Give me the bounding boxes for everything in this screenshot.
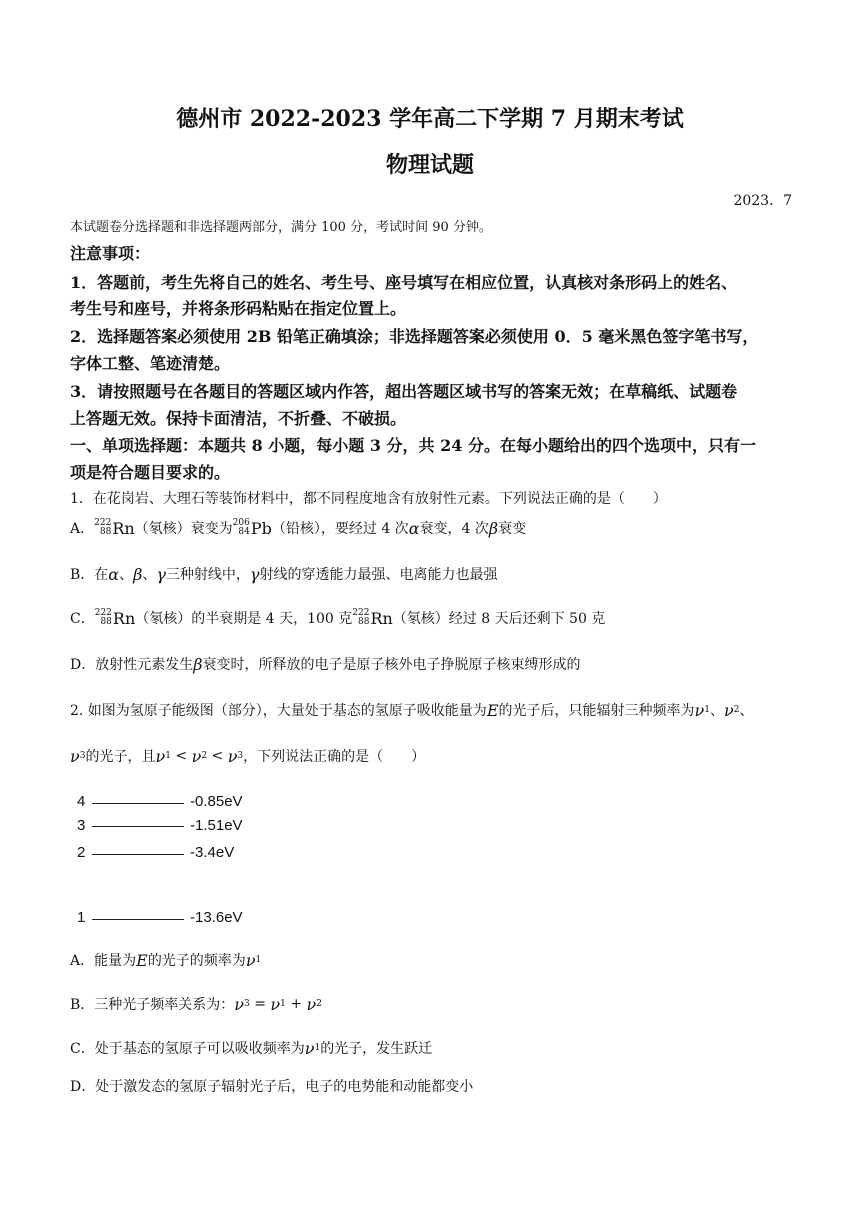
question-1-stem: 1．在花岗岩、大理石等装饰材料中，都不同程度地含有放射性元素。下列说法正确的是（ ） (70, 491, 667, 507)
notes-heading: 注意事项： (70, 244, 151, 263)
option-a-label: A． (70, 521, 95, 537)
nu-symbol: ν (306, 994, 317, 1014)
nu-symbol: ν (227, 746, 238, 766)
level-3-number: 3 (77, 817, 86, 834)
question-1-option-b: B．在 α 、 β 、 γ 三种射线中， γ 射线的穿透能力最强、电离能力也最强 (70, 564, 498, 584)
q2-stem-text-2: 的光子后，只能辐射三种频率为 (498, 703, 695, 719)
energy-symbol: E (486, 700, 499, 720)
note-3-line-2: 上答题无效。保持卡面清洁，不折叠、不破损。 (70, 409, 407, 428)
nu-symbol: ν (245, 950, 256, 970)
question-1-option-c (70, 608, 605, 628)
alpha-symbol: α (108, 564, 120, 584)
q2-option-c-text-2: 的光子，发生跃迁 (320, 1041, 433, 1057)
exam-date: 2023．7 (733, 193, 792, 209)
note-1-line-2: 考生号和座号，并将条形码粘贴在指定位置上。 (70, 299, 407, 318)
q2-stem-text-4: ，下列说法正确的是（ ） (243, 749, 426, 765)
option-b-text-1: 三种射线中， (165, 567, 250, 583)
nu-symbol: ν (155, 746, 166, 766)
nu-symbol: ν (234, 994, 245, 1014)
nu-symbol: ν (191, 746, 202, 766)
rn-symbol: Rn (112, 518, 135, 538)
radon-nuclide (95, 609, 136, 628)
rn-mass-number: 222 (94, 518, 112, 528)
level-1-line (92, 919, 184, 920)
option-c-label: C． (70, 611, 95, 627)
option-b-text-2: 射线的穿透能力最强、电离能力也最强 (259, 567, 498, 583)
gamma-symbol: γ (249, 564, 260, 584)
level-1-energy: -13.6eV (190, 909, 243, 926)
rn-atomic-number: 88 (100, 617, 112, 627)
note-1-line-1: 1．答题前，考生先将自己的姓名、考生号、座号填写在相应位置，认真核对条形码上的姓名、 (70, 273, 738, 292)
option-a-text-1: （氡核）衰变为 (134, 521, 233, 537)
beta-symbol: β (488, 518, 499, 538)
rn-symbol: Rn (112, 608, 136, 628)
question-1-option-d (70, 654, 580, 674)
rn-atomic-number: 88 (99, 527, 112, 537)
level-4-number: 4 (77, 793, 86, 810)
section-1-heading-line-2: 项是符合题目要求的。 (70, 463, 231, 482)
option-a-text-3: 衰变，4 次 (419, 521, 489, 537)
question-1-option-a (70, 518, 526, 538)
alpha-symbol: α (408, 518, 420, 538)
option-a-text-4: 衰变 (498, 521, 527, 537)
nu-symbol: ν (694, 700, 705, 720)
level-2-energy: -3.4eV (190, 844, 235, 861)
question-2-option-d: D．处于激发态的氢原子辐射光子后，电子的电势能和动能都变小 (70, 1079, 474, 1095)
exam-subtitle: 物理试题 (385, 152, 474, 178)
pb-mass-number: 206 (232, 518, 250, 528)
rn-mass-number: 222 (94, 608, 112, 618)
option-a-text-2: （铅核），要经过 4 次 (271, 521, 409, 537)
level-4-line (92, 803, 184, 804)
nu-symbol: ν (70, 746, 80, 766)
question-2-option-a: A．能量为 E 的光子的频率为 ν 1 (70, 950, 262, 970)
q2-stem-text-1: 2. 如图为氢原子能级图（部分），大量处于基态的氢原子吸收能量为 (70, 703, 487, 719)
section-1-heading-line-1: 一、单项选择题：本题共 8 小题，每小题 3 分，共 24 分。在每小题给出的四个选项中，只有一 (70, 436, 756, 455)
q2-stem-text-3: 的光子，且 (85, 749, 156, 765)
option-b-label: B．在 (70, 567, 109, 583)
q2-option-a-text-2: 的光子的频率为 (147, 953, 246, 969)
gamma-symbol: γ (156, 564, 166, 584)
question-2-option-b: B．三种光子频率关系为： ν 3 = ν 1 + ν 2 (70, 994, 322, 1014)
note-2-line-2: 字体工整、笔迹清楚。 (70, 354, 231, 373)
option-d-text-2: 衰变时，所释放的电子是原子核外电子挣脱原子核束缚形成的 (202, 657, 581, 673)
radon-nuclide (94, 519, 135, 538)
beta-symbol: β (193, 654, 203, 674)
intro-text: 本试题卷分选择题和非选择题两部分，满分 100 分，考试时间 90 分钟。 (70, 220, 492, 235)
energy-symbol: E (136, 950, 148, 970)
exam-title: 德州市 2022-2023 学年高二下学期 7 月期末考试 (176, 106, 684, 132)
level-4-energy: -0.85eV (190, 793, 243, 810)
level-2-line (92, 854, 184, 855)
level-3-line (92, 826, 184, 827)
note-3-line-1: 3．请按照题号在各题目的答题区域内作答，超出答题区域书写的答案无效；在草稿纸、试题卷 (70, 382, 738, 401)
beta-symbol: β (133, 564, 143, 584)
q2-option-b-text-1: B．三种光子频率关系为： (70, 997, 235, 1013)
rn-mass-number: 222 (352, 608, 370, 618)
nu-symbol: ν (304, 1038, 315, 1058)
option-c-text-2: （氡核）经过 8 天后还剩下 50 克 (392, 611, 606, 627)
option-c-text-1: （氡核）的半衰期是 4 天，100 克 (135, 611, 353, 627)
question-2-stem-line-1: 2. 如图为氢原子能级图（部分），大量处于基态的氢原子吸收能量为 E 的光子后，只能辐射三种频率为 ν 1 、 ν 2 、 (70, 700, 754, 720)
rn-atomic-number: 88 (357, 617, 370, 627)
question-2-stem-line-2: ν 3 的光子，且 ν 1 < ν 2 < ν 3 ，下列说法正确的是（ ） (70, 746, 426, 766)
lead-nuclide (233, 519, 272, 538)
level-3-energy: -1.51eV (190, 817, 243, 834)
option-d-text-1: D．放射性元素发生 (70, 657, 194, 673)
pb-atomic-number: 84 (238, 527, 250, 537)
note-2-line-1: 2．选择题答案必须使用 2B 铅笔正确填涂；非选择题答案必须使用 0．5 毫米黑色签字笔书写， (70, 327, 759, 346)
pb-symbol: Pb (250, 518, 272, 538)
nu-symbol: ν (723, 700, 734, 720)
level-1-number: 1 (77, 909, 86, 926)
q2-option-a-text-1: A．能量为 (70, 953, 137, 969)
q2-option-c-text-1: C．处于基态的氢原子可以吸收频率为 (70, 1041, 305, 1057)
nu-symbol: ν (270, 994, 281, 1014)
question-2-option-c: C．处于基态的氢原子可以吸收频率为 ν 1 的光子，发生跃迁 (70, 1038, 433, 1058)
radon-nuclide (352, 609, 393, 628)
level-2-number: 2 (77, 844, 86, 861)
rn-symbol: Rn (370, 608, 393, 628)
